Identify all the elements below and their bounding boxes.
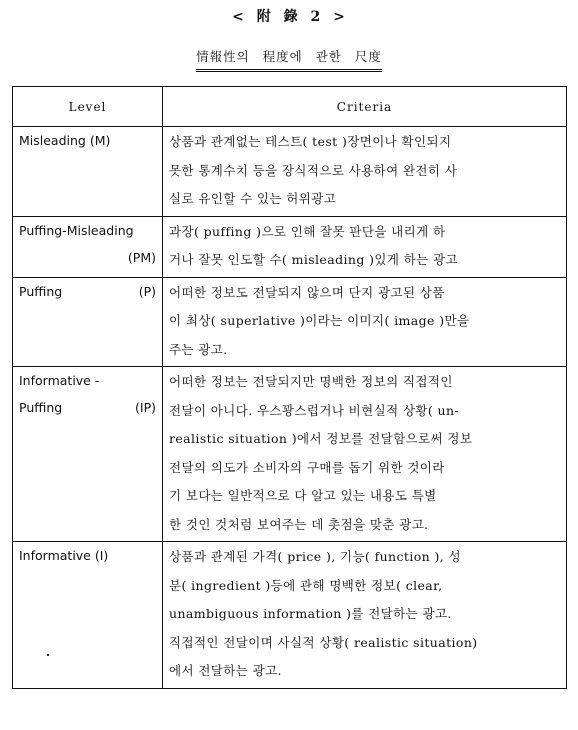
criteria-line: 과장( puffing )으로 인해 잘못 판단을 내리게 하 — [169, 223, 446, 239]
criteria-line: 거나 잘못 인도할 수( misleading )있게 하는 광고 — [169, 252, 458, 267]
level-text: Puffing-Misleading — [19, 222, 134, 238]
level-line — [19, 278, 156, 305]
table-row — [13, 542, 567, 689]
criteria-line: 한 것인 것처럼 보여주는 데 촛점을 맞춘 광고. — [169, 516, 429, 532]
criteria-line: 이 최상( superlative )이라는 이미지( image )만을 — [169, 313, 470, 328]
criteria-line: 직접적인 전달이며 사실적 상황( realistic situation) — [169, 634, 478, 650]
criteria-line: 에서 전달하는 광고. — [169, 663, 282, 678]
criteria-line: 기 보다는 일반적으로 다 알고 있는 내용도 특별 — [169, 488, 437, 503]
level-cell — [13, 216, 163, 277]
level-code: (PM) — [127, 249, 156, 265]
level-line — [19, 127, 156, 154]
criteria-cell — [163, 127, 567, 217]
level-cell — [13, 277, 163, 367]
criteria-line: 전달이 아니다. 우스꽝스럽거나 비현실적 상황( un- — [169, 402, 460, 418]
criteria-line: 주는 광고. — [169, 341, 228, 357]
level-cell — [13, 367, 163, 542]
criteria-cell — [163, 542, 567, 689]
criteria-line: unambiguous information )를 전달하는 광고. — [169, 606, 452, 621]
level-line — [19, 217, 156, 244]
level-line — [19, 367, 156, 394]
level-code: (IP) — [135, 400, 156, 415]
stray-dot — [47, 654, 49, 656]
level-cell — [13, 542, 163, 689]
header-row — [13, 87, 567, 127]
level-code: (P) — [138, 283, 156, 299]
table-row — [13, 367, 567, 542]
level-text: Informative - — [19, 373, 100, 388]
level-text: Misleading (M) — [19, 133, 111, 148]
criteria-line: 어떠한 정보도 전달되지 않으며 단지 광고된 상품 — [169, 284, 445, 300]
level-text: Informative (I) — [19, 548, 109, 563]
appendix-label: < 附 錄 2 > — [232, 9, 346, 25]
header-level: Level — [13, 87, 163, 127]
criteria-line: 전달의 의도가 소비자의 구매를 돕기 위한 것이라 — [169, 459, 445, 475]
header-criteria: Criteria — [163, 87, 567, 127]
table-row — [13, 127, 567, 217]
criteria-cell — [163, 277, 567, 367]
title-wrapper — [0, 46, 578, 72]
level-text: Puffing — [19, 400, 63, 415]
criteria-line: 못한 통계수치 등을 장식적으로 사용하여 완전히 사 — [169, 162, 458, 178]
level-line — [19, 394, 156, 421]
level-line — [19, 244, 156, 271]
criteria-cell — [163, 367, 567, 542]
table-row — [13, 216, 567, 277]
criteria-cell — [163, 216, 567, 277]
criteria-line: 상품과 관계된 가격( price ), 기능( function ), 성 — [169, 549, 461, 564]
criteria-line: 어떠한 정보는 전달되지만 명백한 정보의 직접적인 — [169, 374, 453, 389]
criteria-line: realistic situation )에서 정보를 전달함으로써 정보 — [169, 431, 473, 446]
level-text: Puffing — [19, 283, 63, 299]
table-row — [13, 277, 567, 367]
level-cell — [13, 127, 163, 217]
criteria-line: 상품과 관계없는 테스트( test )장면이나 확인되지 — [169, 134, 452, 149]
criteria-line: 분( ingredient )등에 관해 명백한 정보( clear, — [169, 577, 443, 593]
criteria-table — [12, 86, 567, 689]
criteria-line: 실로 유인할 수 있는 허위광고 — [169, 191, 337, 206]
level-line — [19, 542, 156, 569]
table-title: 情報性의 程度에 관한 尺度 — [196, 47, 382, 72]
